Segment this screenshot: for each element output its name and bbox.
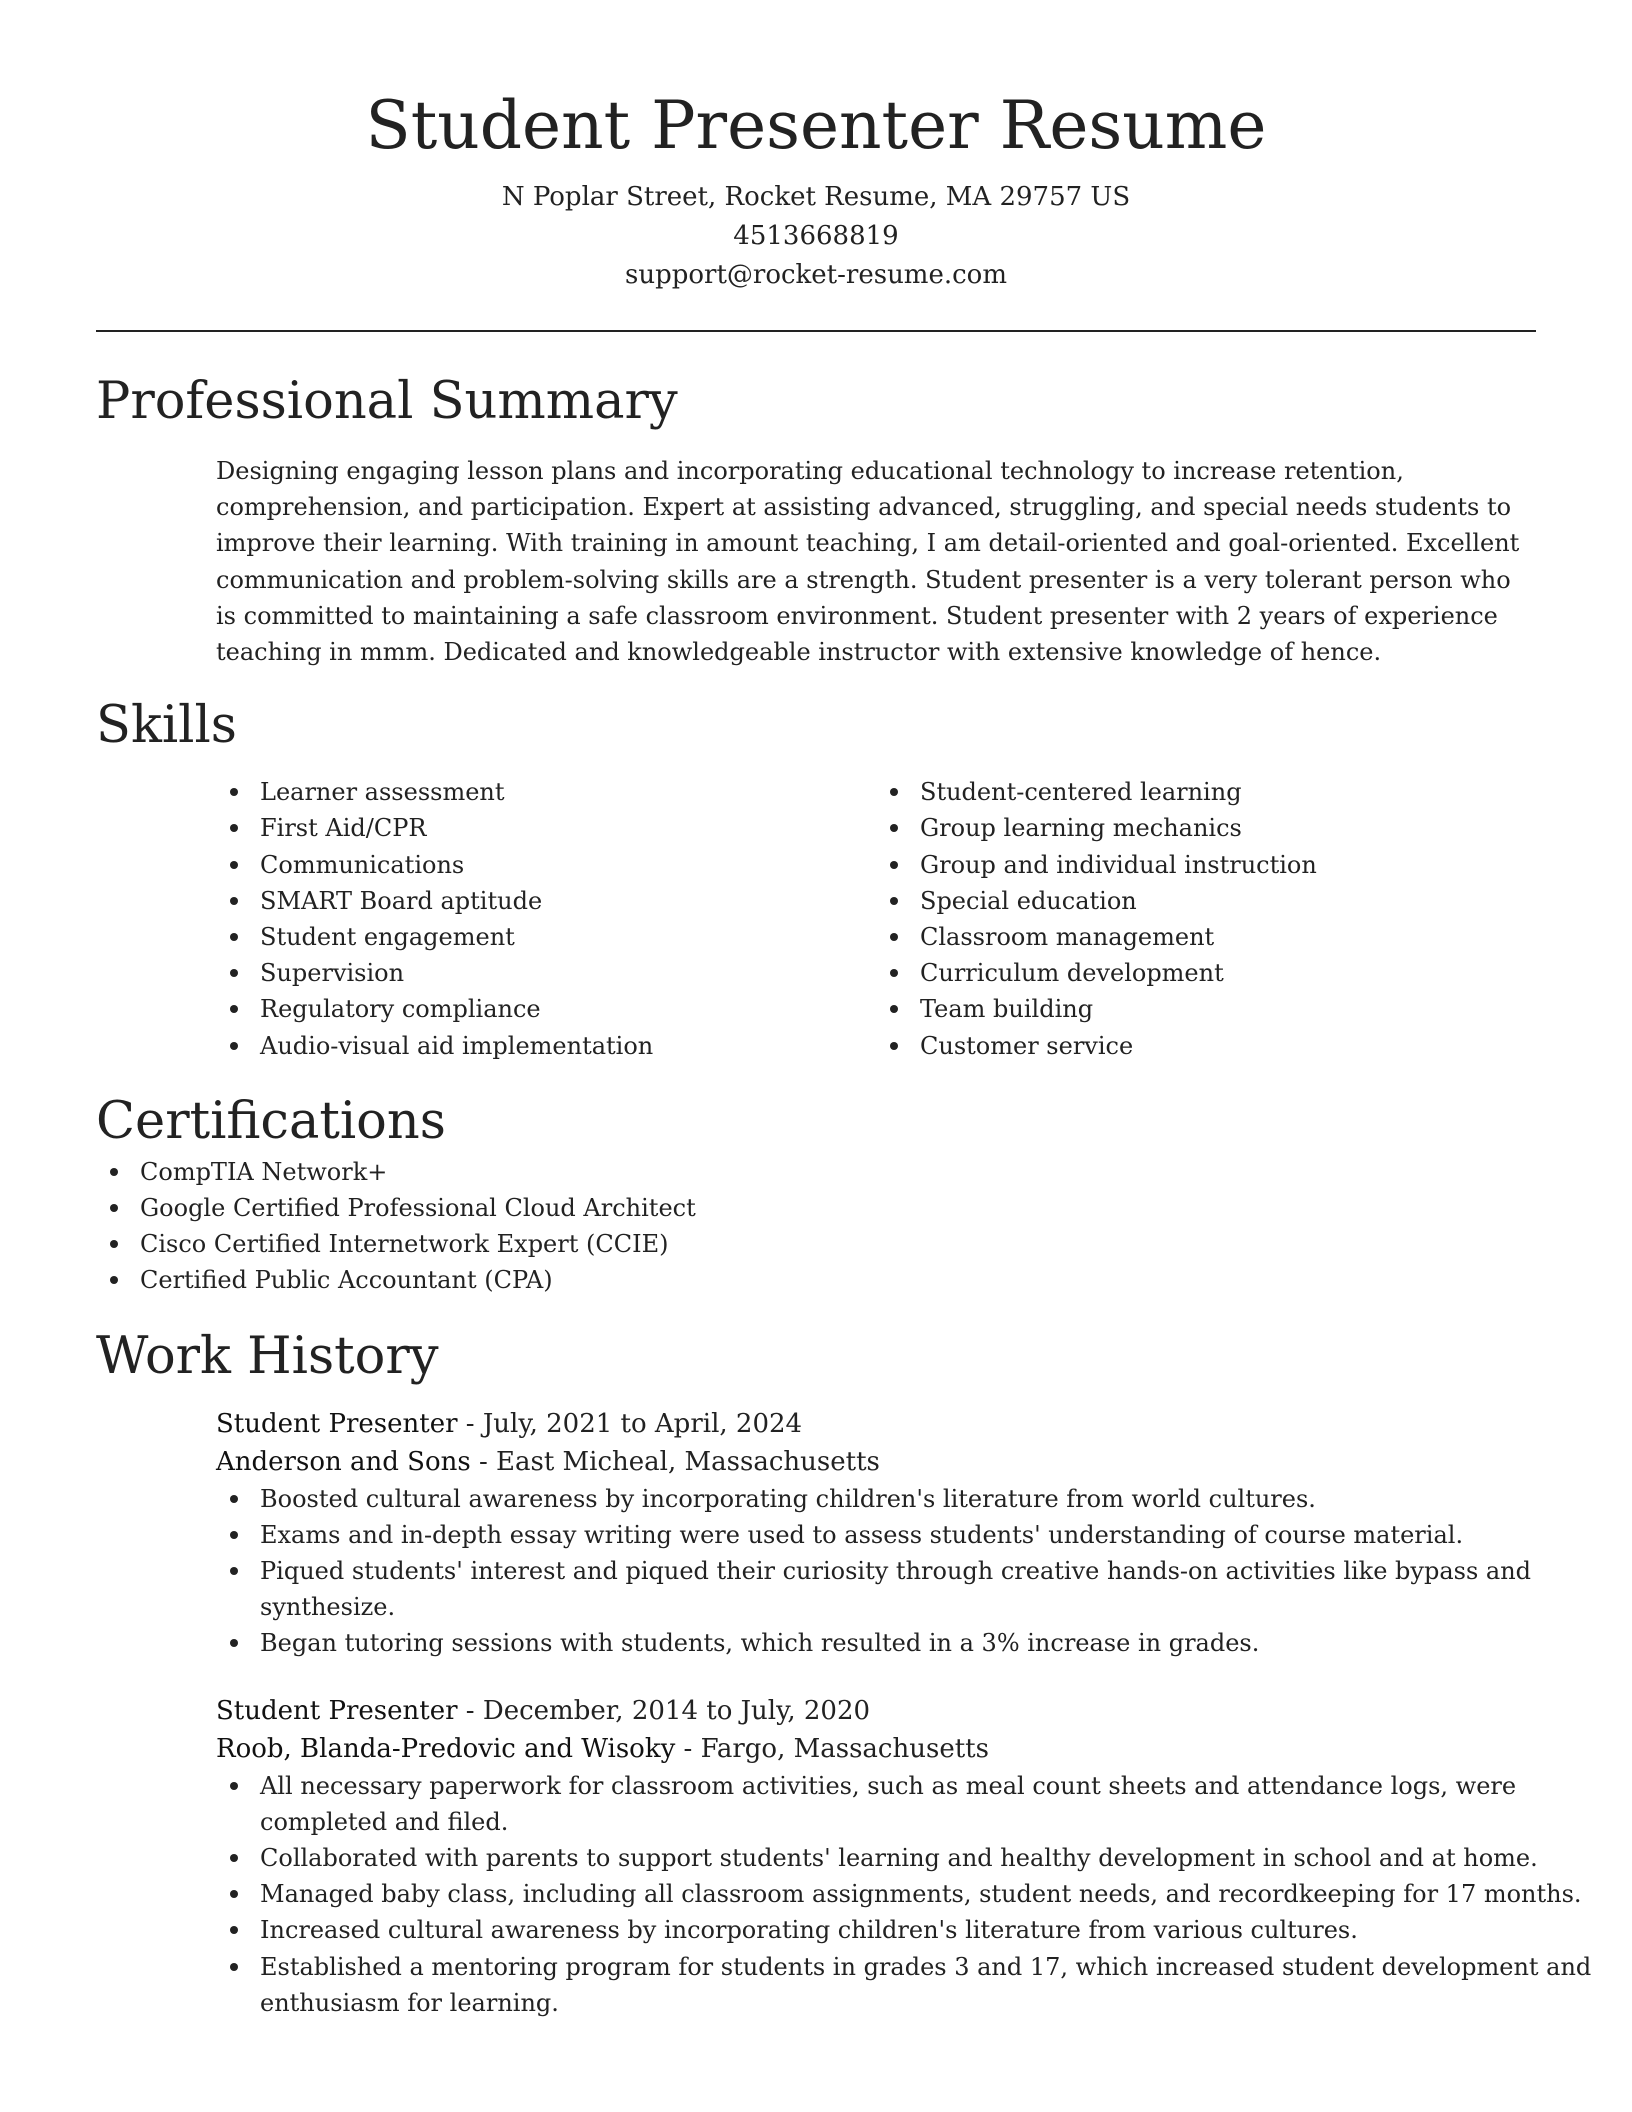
- skill-item: Special education: [920, 883, 1536, 919]
- job-title: Student Presenter: [216, 1695, 458, 1726]
- skill-item: First Aid/CPR: [260, 810, 876, 846]
- skill-item: Audio-visual aid implementation: [260, 1028, 876, 1064]
- job-bullet: Collaborated with parents to support students' learning and healthy development in school and at home.: [260, 1840, 1600, 1876]
- job-bullet: Established a mentoring program for students in grades 3 and 17, which increased student development and enthusiasm for learning.: [260, 1949, 1600, 2021]
- certifications-heading: Certifications: [96, 1091, 446, 1151]
- certification-item: Cisco Certified Internetwork Expert (CCIE): [140, 1226, 1536, 1262]
- job-location: - Fargo, Massachusetts: [675, 1733, 989, 1764]
- summary-heading: Professional Summary: [96, 372, 678, 431]
- job-title-line: [216, 1405, 1536, 1443]
- skill-item: SMART Board aptitude: [260, 883, 876, 919]
- contact-phone: 4513668819: [733, 221, 899, 251]
- skill-item: Student engagement: [260, 919, 876, 955]
- skill-item: Classroom management: [920, 919, 1536, 955]
- job-bullets: [216, 1768, 1600, 2021]
- skills-heading: Skills: [96, 696, 237, 756]
- job-bullet: Exams and in-depth essay writing were used to assess students' understanding of course material.: [260, 1517, 1600, 1553]
- job-entry: [216, 1692, 1592, 2021]
- job-bullets: [216, 1481, 1600, 1662]
- job-title-line: [216, 1692, 1536, 1730]
- job-title: Student Presenter: [216, 1408, 458, 1439]
- job-bullet: Boosted cultural awareness by incorporating children's literature from world cultures.: [260, 1481, 1600, 1517]
- job-entry: [216, 1405, 1536, 1662]
- contact-block: [96, 178, 1536, 295]
- skill-item: Team building: [920, 991, 1536, 1027]
- skills-column-right: [876, 774, 1536, 1064]
- skill-item: Supervision: [260, 955, 876, 991]
- certifications-list: [96, 1154, 1536, 1299]
- work-history-heading: Work History: [96, 1326, 439, 1386]
- header-divider: [96, 330, 1536, 332]
- resume-page: [96, 0, 1592, 2021]
- summary-text: Designing engaging lesson plans and incorporating educational technology to increase retention, comprehension, and participation. Expert at assisting advanced, struggling, and special needs students to improve their learning. With training in amount teaching, I am detail-oriented and goal-oriented. Excellent communication and problem-solving skills are a strength. Student presenter is a very tolerant person who is committed to maintaining a safe classroom environment. Student presenter with 2 years of experience teaching in mmm. Dedicated and knowledgeable instructor with extensive knowledge of hence.: [216, 457, 1520, 667]
- job-company-line: [216, 1443, 1536, 1481]
- job-bullet: Began tutoring sessions with students, which resulted in a 3% increase in grades.: [260, 1625, 1600, 1661]
- skills-grid: [216, 774, 1536, 1064]
- skill-item: Group learning mechanics: [920, 810, 1536, 846]
- job-company: Roob, Blanda-Predovic and Wisoky: [216, 1733, 676, 1764]
- job-bullet: Increased cultural awareness by incorporating children's literature from various cultures.: [260, 1912, 1600, 1948]
- skill-item: Regulatory compliance: [260, 991, 876, 1027]
- job-location: - East Micheal, Massachusetts: [470, 1446, 880, 1477]
- job-company-line: [216, 1730, 1536, 1768]
- certification-item: Certified Public Accountant (CPA): [140, 1262, 1536, 1298]
- job-bullet: All necessary paperwork for classroom activities, such as meal count sheets and attendance logs, were completed and filed.: [260, 1768, 1600, 1840]
- job-bullet: Piqued students' interest and piqued their curiosity through creative hands-on activities like bypass and synthesize.: [260, 1553, 1600, 1625]
- skill-item: Student-centered learning: [920, 774, 1536, 810]
- job-dates: - December, 2014 to July, 2020: [457, 1695, 871, 1726]
- certification-item: Google Certified Professional Cloud Architect: [140, 1190, 1536, 1226]
- skills-column-left: [216, 774, 876, 1064]
- skill-item: Group and individual instruction: [920, 847, 1536, 883]
- contact-address: N Poplar Street, Rocket Resume, MA 29757 US: [501, 182, 1131, 212]
- skill-item: Customer service: [920, 1028, 1536, 1064]
- contact-email: support@rocket-resume.com: [624, 260, 1007, 290]
- skill-item: Communications: [260, 847, 876, 883]
- skill-item: Curriculum development: [920, 955, 1536, 991]
- skill-item: Learner assessment: [260, 774, 876, 810]
- job-bullet: Managed baby class, including all classroom assignments, student needs, and recordkeeping for 17 months.: [260, 1876, 1600, 1912]
- certification-item: CompTIA Network+: [140, 1154, 1536, 1190]
- job-company: Anderson and Sons: [216, 1446, 471, 1477]
- resume-title: Student Presenter Resume: [365, 87, 1267, 164]
- job-dates: - July, 2021 to April, 2024: [457, 1408, 803, 1439]
